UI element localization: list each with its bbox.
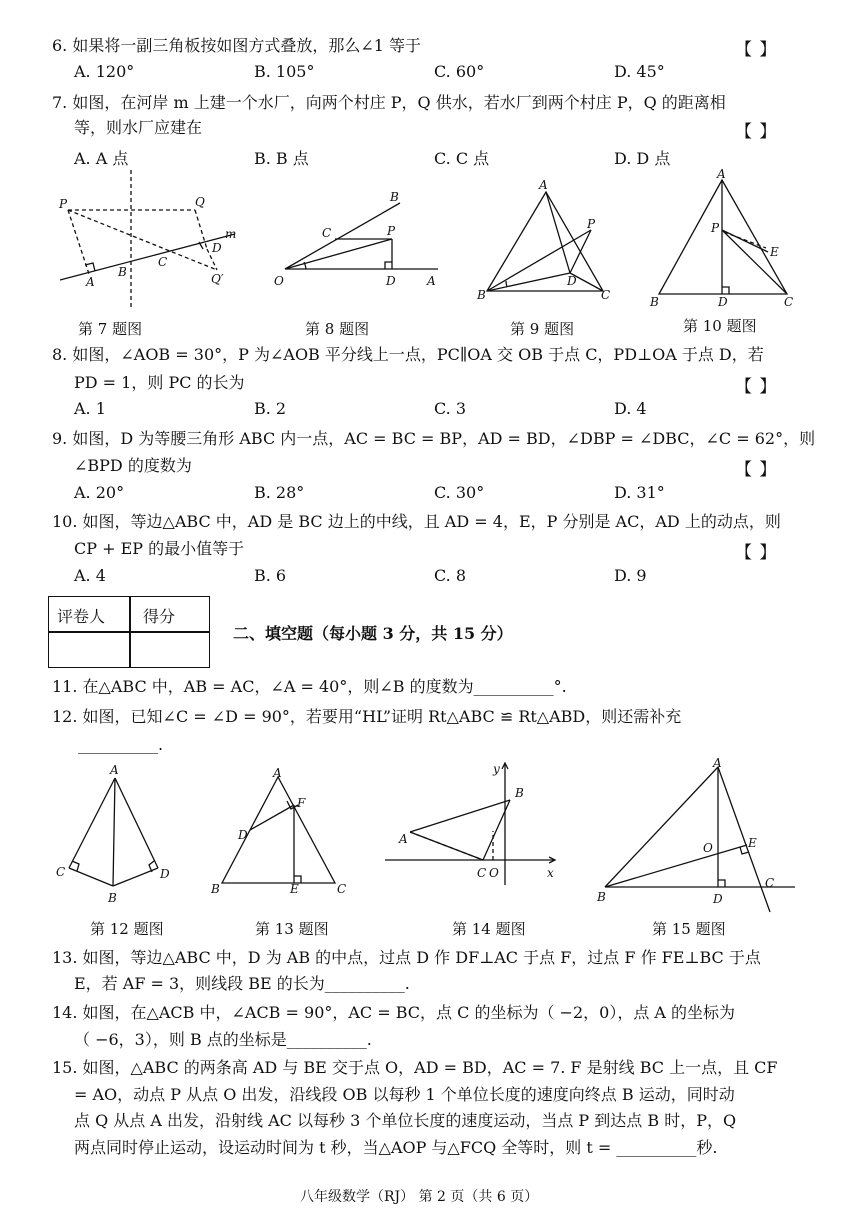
figure-13 (205, 765, 355, 900)
fig12-label-a: A (110, 763, 119, 777)
figure-14 (385, 757, 565, 887)
fig15-label-a: A (713, 756, 722, 770)
q8-option-b: B. 2 (254, 399, 287, 418)
fig10-label-a: A (717, 167, 726, 181)
fig10-label-c: C (784, 295, 794, 309)
fig7-label-d: D (212, 241, 222, 255)
q8-option-d: D. 4 (614, 399, 647, 418)
fig14-label-c: C (477, 866, 487, 880)
q13-stem-line2: E，若 AF = 3，则线段 BE 的长为__________. (74, 974, 410, 993)
page-footer: 八年级数学（RJ） 第 2 页（共 6 页） (300, 1189, 539, 1205)
fig9-label-a: A (539, 178, 548, 192)
q10-stem-line1: 10. 如图，等边△ABC 中，AD 是 BC 边上的中线，且 AD = 4，E，P 分别是 AC，AD 上的动点，则 (52, 512, 781, 531)
fig15-label-o: O (703, 841, 713, 855)
fig14-label-a: A (399, 832, 408, 846)
fig9-label-p: P (587, 217, 596, 231)
fig15-label-c: C (765, 876, 775, 890)
fig14-label-b: B (515, 786, 524, 800)
q7-option-d: D. D 点 (614, 149, 671, 168)
q15-stem-line4: 两点同时停止运动，设运动时间为 t 秒，当△AOP 与△FCQ 全等时，则 t = __________秒. (74, 1138, 718, 1157)
figure-15 (595, 757, 805, 917)
q15-stem-line2: = AO，动点 P 从点 O 出发，沿线段 OB 以每秒 1 个单位长度的速度向终点 B 运动，同时动 (74, 1085, 735, 1104)
fig7-label-a: A (86, 275, 95, 289)
q6-option-b: B. 105° (254, 62, 315, 81)
score-box (48, 596, 210, 668)
fig14-label-o: O (489, 866, 499, 880)
fig7-label-c: C (158, 255, 168, 269)
q8-option-a: A. 1 (74, 399, 106, 418)
figure-12 (50, 760, 180, 910)
q7-stem-line2: 等，则水厂应建在 (74, 118, 203, 137)
q7-option-c: C. C 点 (434, 149, 490, 168)
fig13-label-d: D (238, 828, 248, 842)
q15-stem-line3: 点 Q 从点 A 出发，沿射线 AC 以每秒 3 个单位长度的速度运动，当点 P 到达点 B 时，P，Q (74, 1111, 737, 1130)
fig7-label-b: B (118, 265, 127, 279)
q6-option-d: D. 45° (614, 62, 665, 81)
fig14-label-y: y (493, 762, 500, 776)
caption-fig7: 第 7 题图 (78, 320, 143, 338)
fig8-label-p: P (387, 224, 396, 238)
caption-fig12: 第 12 题图 (90, 920, 164, 938)
q9-answer-bracket[interactable]: 【 】 (735, 460, 778, 480)
caption-fig10: 第 10 题图 (683, 317, 757, 335)
q9-option-c: C. 30° (434, 483, 485, 502)
section-2-heading: 二、填空题（每小题 3 分，共 15 分） (233, 624, 513, 643)
fig13-label-a: A (273, 766, 282, 780)
score-box-score-label: 得分 (143, 607, 176, 626)
q9-stem-line2: ∠BPD 的度数为 (74, 456, 192, 475)
caption-fig15: 第 15 题图 (652, 920, 726, 938)
fig10-label-d: D (718, 295, 728, 309)
caption-fig9: 第 9 题图 (510, 320, 575, 338)
q9-option-a: A. 20° (74, 483, 125, 502)
fig8-label-d: D (386, 274, 396, 288)
fig10-label-e: E (770, 245, 779, 259)
fig14-label-x: x (547, 866, 554, 880)
fig8-label-a: A (427, 274, 436, 288)
fig9-label-c: C (601, 288, 611, 302)
fig9-label-d: D (567, 274, 577, 288)
q12-stem-line1: 12. 如图，已知∠C = ∠D = 90°，若要用“HL”证明 Rt△ABC ≌ Rt△ABD，则还需补充 (52, 707, 682, 726)
q6-option-a: A. 120° (74, 62, 135, 81)
q8-stem-line2: PD = 1，则 PC 的长为 (74, 373, 245, 392)
q11-stem: 11. 在△ABC 中，AB = AC，∠A = 40°，则∠B 的度数为__________°. (52, 677, 567, 696)
fig8-label-c: C (322, 226, 332, 240)
caption-fig14: 第 14 题图 (452, 920, 526, 938)
fig7-label-p: P (59, 197, 68, 211)
figure-10 (648, 168, 808, 308)
fig7-label-qprime: Q′ (211, 272, 224, 286)
q7-stem-line1: 7. 如图，在河岸 m 上建一个水厂，向两个村庄 P，Q 供水，若水厂到两个村庄 P，Q 的距离相 (52, 93, 726, 112)
figure-7 (55, 168, 245, 313)
q6-answer-bracket[interactable]: 【 】 (735, 40, 778, 60)
score-box-reviewer-label: 评卷人 (57, 607, 106, 626)
q6-option-c: C. 60° (434, 62, 485, 81)
caption-fig8: 第 8 题图 (305, 320, 370, 338)
q15-stem-line1: 15. 如图，△ABC 的两条高 AD 与 BE 交于点 O，AD = BD，AC = 7. F 是射线 BC 上一点，且 CF (52, 1058, 778, 1077)
q14-stem-line2: （ −6，3），则 B 点的坐标是__________. (74, 1030, 372, 1049)
q8-answer-bracket[interactable]: 【 】 (735, 377, 778, 397)
fig8-label-o: O (274, 274, 284, 288)
fig15-label-b: B (597, 890, 606, 904)
q8-option-c: C. 3 (434, 399, 467, 418)
fig12-label-d: D (160, 867, 170, 881)
score-box-reviewer-field[interactable] (49, 633, 129, 667)
fig13-label-f: F (297, 796, 306, 810)
q13-stem-line1: 13. 如图，等边△ABC 中，D 为 AB 的中点，过点 D 作 DF⊥AC 于点 F，过点 F 作 FE⊥BC 于点 (52, 948, 761, 967)
q10-option-d: D. 9 (614, 566, 647, 585)
fig9-label-b: B (477, 288, 486, 302)
q9-option-d: D. 31° (614, 483, 665, 502)
score-box-score-field[interactable] (131, 633, 209, 667)
q7-option-a: A. A 点 (74, 149, 129, 168)
fig15-label-e: E (748, 836, 757, 850)
q10-option-b: B. 6 (254, 566, 287, 585)
figure-8 (270, 185, 445, 295)
q7-answer-bracket[interactable]: 【 】 (735, 122, 778, 142)
q10-option-a: A. 4 (74, 566, 106, 585)
fig7-label-q: Q (195, 195, 205, 209)
figure-9 (475, 175, 625, 305)
fig15-label-d: D (713, 892, 723, 906)
fig13-label-b: B (211, 882, 220, 896)
fig8-label-b: B (390, 190, 399, 204)
fig10-label-p: P (711, 221, 720, 235)
fig10-label-b: B (650, 295, 659, 309)
q10-answer-bracket[interactable]: 【 】 (735, 543, 778, 563)
q9-stem-line1: 9. 如图，D 为等腰三角形 ABC 内一点，AC = BC = BP，AD = BD，∠DBP = ∠DBC，∠C = 62°，则 (52, 429, 816, 448)
q10-stem-line2: CP + EP 的最小值等于 (74, 539, 245, 558)
fig13-label-c: C (337, 882, 347, 896)
caption-fig13: 第 13 题图 (255, 920, 329, 938)
fig13-label-e: E (290, 882, 299, 896)
fig12-label-c: C (56, 865, 66, 879)
q12-stem-line2: __________. (78, 735, 164, 754)
fig7-label-m: m (225, 227, 237, 241)
q6-stem: 6. 如果将一副三角板按如图方式叠放，那么∠1 等于 (52, 36, 422, 55)
q9-option-b: B. 28° (254, 483, 305, 502)
q7-option-b: B. B 点 (254, 149, 309, 168)
q8-stem-line1: 8. 如图，∠AOB = 30°，P 为∠AOB 平分线上一点，PC∥OA 交 OB 于点 C，PD⊥OA 于点 D，若 (52, 345, 764, 364)
fig12-label-b: B (108, 891, 117, 905)
q10-option-c: C. 8 (434, 566, 467, 585)
q14-stem-line1: 14. 如图，在△ACB 中，∠ACB = 90°，AC = BC，点 C 的坐标为（ −2，0），点 A 的坐标为 (52, 1003, 736, 1022)
